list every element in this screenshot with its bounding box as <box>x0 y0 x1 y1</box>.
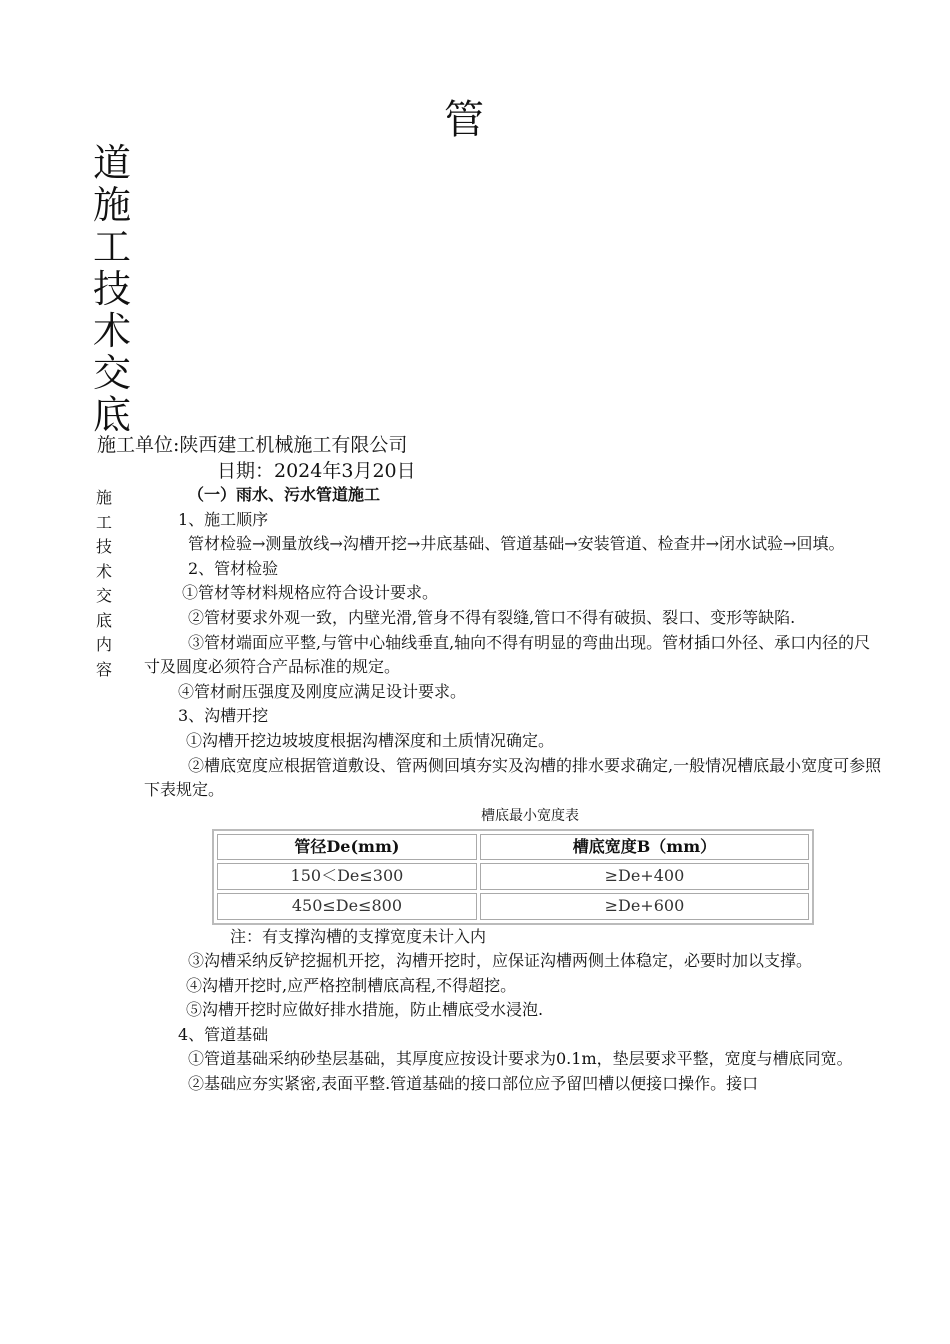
side-label-char: 底 <box>96 610 113 630</box>
paragraph: ④管材耐压强度及刚度应满足设计要求。 <box>178 681 467 701</box>
title-char: 工 <box>92 225 131 269</box>
paragraph: ③沟槽采纳反铲挖掘机开挖，沟槽开挖时，应保证沟槽两侧土体稳定，必要时加以支撑。 <box>188 951 813 971</box>
paragraph: ①沟槽开挖边坡坡度根据沟槽深度和土质情况确定。 <box>186 730 555 750</box>
side-label-char: 工 <box>96 512 113 532</box>
document-date: 日期：2024年3月20日 <box>217 460 416 482</box>
paragraph: ②管材要求外观一致，内壁光滑,管身不得有裂缝,管口不得有破损、裂口、变形等缺陷. <box>188 607 796 627</box>
table-cell: ≥De+400 <box>480 863 809 890</box>
trench-width-table <box>212 829 814 925</box>
paragraph: ②槽底宽度应根据管道敷设、管两侧回填夯实及沟槽的排水要求确定,一般情况槽底最小宽度可参照下表规定。 <box>144 755 882 800</box>
document-body <box>144 483 886 1097</box>
side-label-char: 施 <box>96 488 113 507</box>
table-row <box>217 893 809 920</box>
subsection-heading: 3、沟槽开挖 <box>178 706 269 726</box>
table-cell: 150＜De≤300 <box>217 863 477 890</box>
table-cell: 450≤De≤800 <box>217 893 477 920</box>
table-cell: ≥De+600 <box>480 893 809 920</box>
paragraph: ②基础应夯实紧密,表面平整.管道基础的接口部位应予留凹槽以便接口操作。接口 <box>188 1074 759 1094</box>
side-label-char: 技 <box>96 537 113 556</box>
side-label-char: 内 <box>96 635 113 654</box>
subsection-heading: 4、管道基础 <box>178 1024 269 1044</box>
paragraph: 管材检验→测量放线→沟槽开挖→井底基础、管道基础→安装管道、检查井→闭水试验→回填。 <box>188 534 845 554</box>
table-header-row <box>217 834 809 861</box>
subsection-heading: 2、管材检验 <box>188 558 279 578</box>
table-note: 注：有支撑沟槽的支撑宽度未计入内 <box>230 926 487 946</box>
title-char: 施 <box>92 183 131 227</box>
title-char: 底 <box>92 393 131 437</box>
paragraph: ③管材端面应平整,与管中心轴线垂直,轴向不得有明显的弯曲出现。管材插口外径、承口内径的尺寸及圆度必须符合产品标准的规定。 <box>144 632 871 677</box>
paragraph: ⑤沟槽开挖时应做好排水措施，防止槽底受水浸泡. <box>186 1000 544 1020</box>
table-header-cell: 槽底宽度B（mm） <box>480 834 809 861</box>
paragraph: ①管材等材料规格应符合设计要求。 <box>182 583 439 603</box>
title-char: 交 <box>92 351 131 395</box>
side-label-char: 术 <box>96 561 113 581</box>
title-char: 技 <box>92 267 131 311</box>
title-char: 术 <box>92 309 131 353</box>
paragraph: ①管道基础采纳砂垫层基础，其厚度应按设计要求为0.1m，垫层要求平整，宽度与槽底同宽。 <box>188 1049 853 1069</box>
doc-title-first-char: 管 <box>444 97 484 143</box>
title-char: 道 <box>92 141 131 185</box>
paragraph: ④沟槽开挖时,应严格控制槽底高程,不得超挖。 <box>186 975 517 995</box>
table-header-cell: 管径De(mm) <box>217 834 477 861</box>
table-row <box>217 863 809 890</box>
side-label-char: 交 <box>96 586 113 605</box>
section-title: （一）雨水、污水管道施工 <box>188 485 381 504</box>
subsection-heading: 1、施工顺序 <box>178 509 269 529</box>
construction-unit: 施工单位:陕西建工机械施工有限公司 <box>97 434 408 456</box>
side-label <box>96 486 116 682</box>
side-label-char: 容 <box>96 659 113 679</box>
doc-title-vertical <box>91 142 133 436</box>
table-caption: 槽底最小宽度表 <box>481 807 579 824</box>
